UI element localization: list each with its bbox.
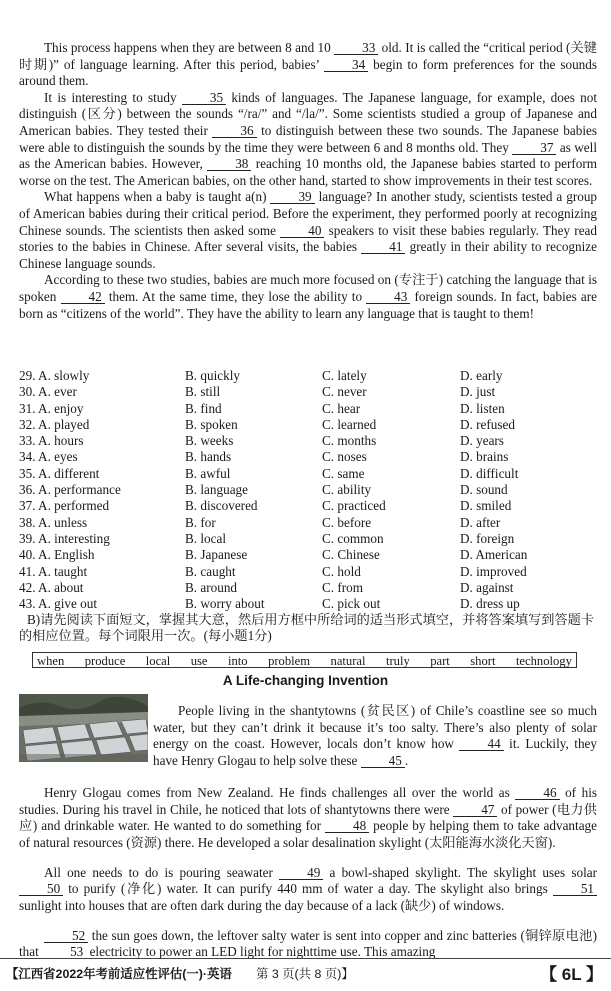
option-row <box>19 547 597 563</box>
option-choice: 43. A. give out <box>19 596 98 612</box>
option-row <box>19 449 597 465</box>
option-choice: D. against <box>460 579 514 595</box>
option-choice: 29. A. slowly <box>19 368 90 383</box>
option-choice: B. for <box>185 514 216 530</box>
option-choice: 30. A. ever <box>19 384 77 400</box>
option-choice: 31. A. enjoy <box>19 400 84 416</box>
option-choice: D. after <box>460 514 501 530</box>
option-choice: B. worry about <box>185 596 265 612</box>
option-choice: B. language <box>185 482 248 498</box>
solar-panel-photo <box>19 694 148 762</box>
article-body <box>19 772 597 974</box>
word-box-item: problem <box>268 654 311 668</box>
blank-45: 45 <box>361 754 405 768</box>
option-choice: D. improved <box>460 563 527 579</box>
option-choice: 35. A. different <box>19 465 100 481</box>
option-choice: B. quickly <box>185 368 240 383</box>
word-box <box>32 652 577 668</box>
word-box-item: part <box>430 654 450 668</box>
option-choice: B. find <box>185 400 222 416</box>
blank-50: 50 <box>19 882 63 896</box>
option-choice: C. before <box>322 514 372 530</box>
article-paragraph: 52 the sun goes down, the leftover salty water is sent into copper and zinc batteries (铜锌原电池) that 53 electricity to power an LED light for nighttime use. This amazing <box>19 927 597 960</box>
option-choice: C. common <box>322 530 384 546</box>
option-row <box>19 515 597 531</box>
blank-48: 48 <box>325 819 369 833</box>
footer-code: 【 6L 】 <box>540 965 603 984</box>
word-box-item: truly <box>385 654 410 668</box>
option-choice: B. local <box>185 530 227 546</box>
option-row <box>19 596 597 612</box>
option-choice: C. hear <box>322 400 361 416</box>
word-box-item: local <box>145 654 171 668</box>
word-box-item: produce <box>84 654 126 668</box>
article-title: A Life-changing Invention <box>222 673 389 688</box>
blank-39: 39 <box>270 190 314 204</box>
option-choice: D. foreign <box>460 530 515 546</box>
option-choice: C. from <box>322 579 364 595</box>
option-choice: D. listen <box>460 400 505 416</box>
blank-35: 35 <box>182 91 226 105</box>
section-b-text: B)请先阅读下面短文，掌握其大意，然后用方框中所给词的适当形式填空，并将答案填写到答题卡的相应位置。每个词限用一次。(每小题1分) <box>19 612 595 644</box>
option-choice: D. years <box>460 433 504 449</box>
word-box-item: technology <box>515 654 572 668</box>
option-choice: C. pick out <box>322 596 381 612</box>
article-intro <box>153 690 597 783</box>
option-choice: 38. A. unless <box>19 514 88 530</box>
option-choice: 37. A. performed <box>19 498 110 514</box>
blank-37: 37 <box>512 141 556 155</box>
section-b-instruction <box>19 612 597 645</box>
option-row <box>19 564 597 580</box>
option-choice: C. Chinese <box>322 547 380 563</box>
option-choice: D. smiled <box>460 498 512 514</box>
option-choice: D. difficult <box>460 465 519 481</box>
option-choice: 34. A. eyes <box>19 449 78 465</box>
blank-40: 40 <box>280 224 324 238</box>
option-choice: D. dress up <box>460 596 520 612</box>
option-row <box>19 531 597 547</box>
option-row <box>19 384 597 400</box>
option-choice: C. ability <box>322 482 372 498</box>
option-choice: B. awful <box>185 465 231 481</box>
option-choice: D. refused <box>460 416 515 432</box>
option-choice: C. practiced <box>322 498 386 514</box>
blank-53: 53 <box>42 945 86 959</box>
passage-a <box>19 40 597 322</box>
option-choice: 39. A. interesting <box>19 530 110 546</box>
blank-38: 38 <box>207 157 251 171</box>
word-box-item: when <box>37 654 65 668</box>
blank-42: 42 <box>61 290 105 304</box>
option-choice: 33. A. hours <box>19 433 84 449</box>
option-row <box>19 580 597 596</box>
option-row <box>19 433 597 449</box>
option-choice: C. learned <box>322 416 377 432</box>
blank-51: 51 <box>553 882 597 896</box>
article-paragraph: People living in the shantytowns (贫民区) of Chile’s coastline see so much water, but they can’t drink it because it’s too salty. There’s also plenty of solar energy on the coast. However, locals don’t know how 44 it. Luckily, they have Henry Glogau to help solve these 45 . <box>153 703 597 768</box>
blank-34: 34 <box>324 58 368 72</box>
option-choice: C. hold <box>322 563 361 579</box>
blank-46: 46 <box>515 786 559 800</box>
option-row <box>19 417 597 433</box>
option-choice: B. weeks <box>185 433 234 449</box>
blank-47: 47 <box>453 803 497 817</box>
word-box-item: short <box>470 654 496 668</box>
blank-43: 43 <box>366 290 410 304</box>
option-choice: D. American <box>460 547 528 563</box>
option-choice: B. around <box>185 579 238 595</box>
article-paragraph: Henry Glogau comes from New Zealand. He finds challenges all over the world as 46 of his studies. During his travel in Chile, he noticed that lots of shantytowns there were 47 of power (电力供应) and drinkable water. He wanted to do something for 48 people by helping them to take advantage of natural resources (资源) there. He developed a solar desalination skylight (太阳能海水淡化天窗). <box>19 785 598 850</box>
footer-rule <box>0 958 611 959</box>
option-choice: B. spoken <box>185 416 238 432</box>
option-row <box>19 368 597 384</box>
option-choice: C. lately <box>322 368 367 383</box>
option-row <box>19 482 597 498</box>
option-choice: C. noses <box>322 449 367 465</box>
option-choice: D. just <box>460 384 496 400</box>
option-row <box>19 401 597 417</box>
options-table <box>19 368 597 612</box>
option-choice: B. still <box>185 384 221 400</box>
passage-a-paragraph: This process happens when they are between 8 and 10 33 old. It is called the “critical period (关键时期)” of language learning. After this period, babies’ 34 begin to form preferences for the sounds around them. <box>19 40 597 89</box>
blank-44: 44 <box>459 737 503 751</box>
word-box-item: natural <box>330 654 366 668</box>
option-choice: 40. A. English <box>19 547 95 563</box>
word-box-item: use <box>190 654 208 668</box>
option-choice: B. hands <box>185 449 232 465</box>
option-choice: D. sound <box>460 482 508 498</box>
option-choice: B. Japanese <box>185 547 248 563</box>
option-choice: 32. A. played <box>19 416 90 432</box>
option-choice: B. caught <box>185 563 236 579</box>
blank-49: 49 <box>279 866 323 880</box>
option-choice: D. early <box>460 368 503 383</box>
passage-a-paragraph: What happens when a baby is taught a(n) 39 language? In another study, scientists tested a group of American babies during their critical period. Before the experiment, they performed poorly at recognizing Chinese sounds. The scientists then asked some 40 speakers to visit these babies regularly. They read stories to the babies in Chinese. After several visits, the babies 41 greatly in their ability to recognize Chinese language sounds. <box>19 189 598 271</box>
option-choice: C. months <box>322 433 377 449</box>
blank-33: 33 <box>334 41 378 55</box>
option-choice: C. same <box>322 465 365 481</box>
article-paragraph: All one needs to do is pouring seawater 49 a bowl-shaped skylight. The skylight uses solar 50 to purify (净化) water. It can purify 440 mm of water a day. The skylight also brings 51 sunlight into houses that are often dark during the day because of a lack (缺少) of windows. <box>19 864 597 913</box>
blank-36: 36 <box>212 124 256 138</box>
option-choice: C. never <box>322 384 367 400</box>
option-row <box>19 466 597 482</box>
passage-a-paragraph: It is interesting to study 35 kinds of languages. The Japanese language, for example, does not distinguish (区分) between the sounds “/ra/” and “/la/”. Some scientists studied a group of Japanese and American babies. They tested their 36 to distinguish between these two sounds. The Japanese babies were able to distinguish the sounds by the time they were between 6 and 8 months old. They 37 as well as the American babies. However, 38 reaching 10 months old, the Japanese babies started to perform worse on the test. The American babies, on the other hand, started to show improvements in their test scores. <box>19 89 598 188</box>
footer-exam-title: 【江西省2022年考前适应性评估(一)·英语 <box>6 967 232 981</box>
word-box-item: into <box>228 654 248 668</box>
blank-41: 41 <box>361 240 405 254</box>
passage-a-paragraph: According to these two studies, babies are much more focused on (专注于) catching the language that is spoken 42 them. At the same time, they lose the ability to 43 foreign sounds. In fact, babies are born as “citizens of the world”. They have the ability to learn any language that is taught to them! <box>19 272 597 321</box>
option-choice: 41. A. taught <box>19 563 88 579</box>
blank-52: 52 <box>44 929 88 943</box>
option-choice: D. brains <box>460 449 509 465</box>
option-choice: 36. A. performance <box>19 482 121 498</box>
option-choice: B. discovered <box>185 498 258 514</box>
option-row <box>19 498 597 514</box>
option-choice: 42. A. about <box>19 579 84 595</box>
footer-page-number: 第 3 页(共 8 页)】 <box>256 967 354 981</box>
page-footer <box>0 958 611 988</box>
